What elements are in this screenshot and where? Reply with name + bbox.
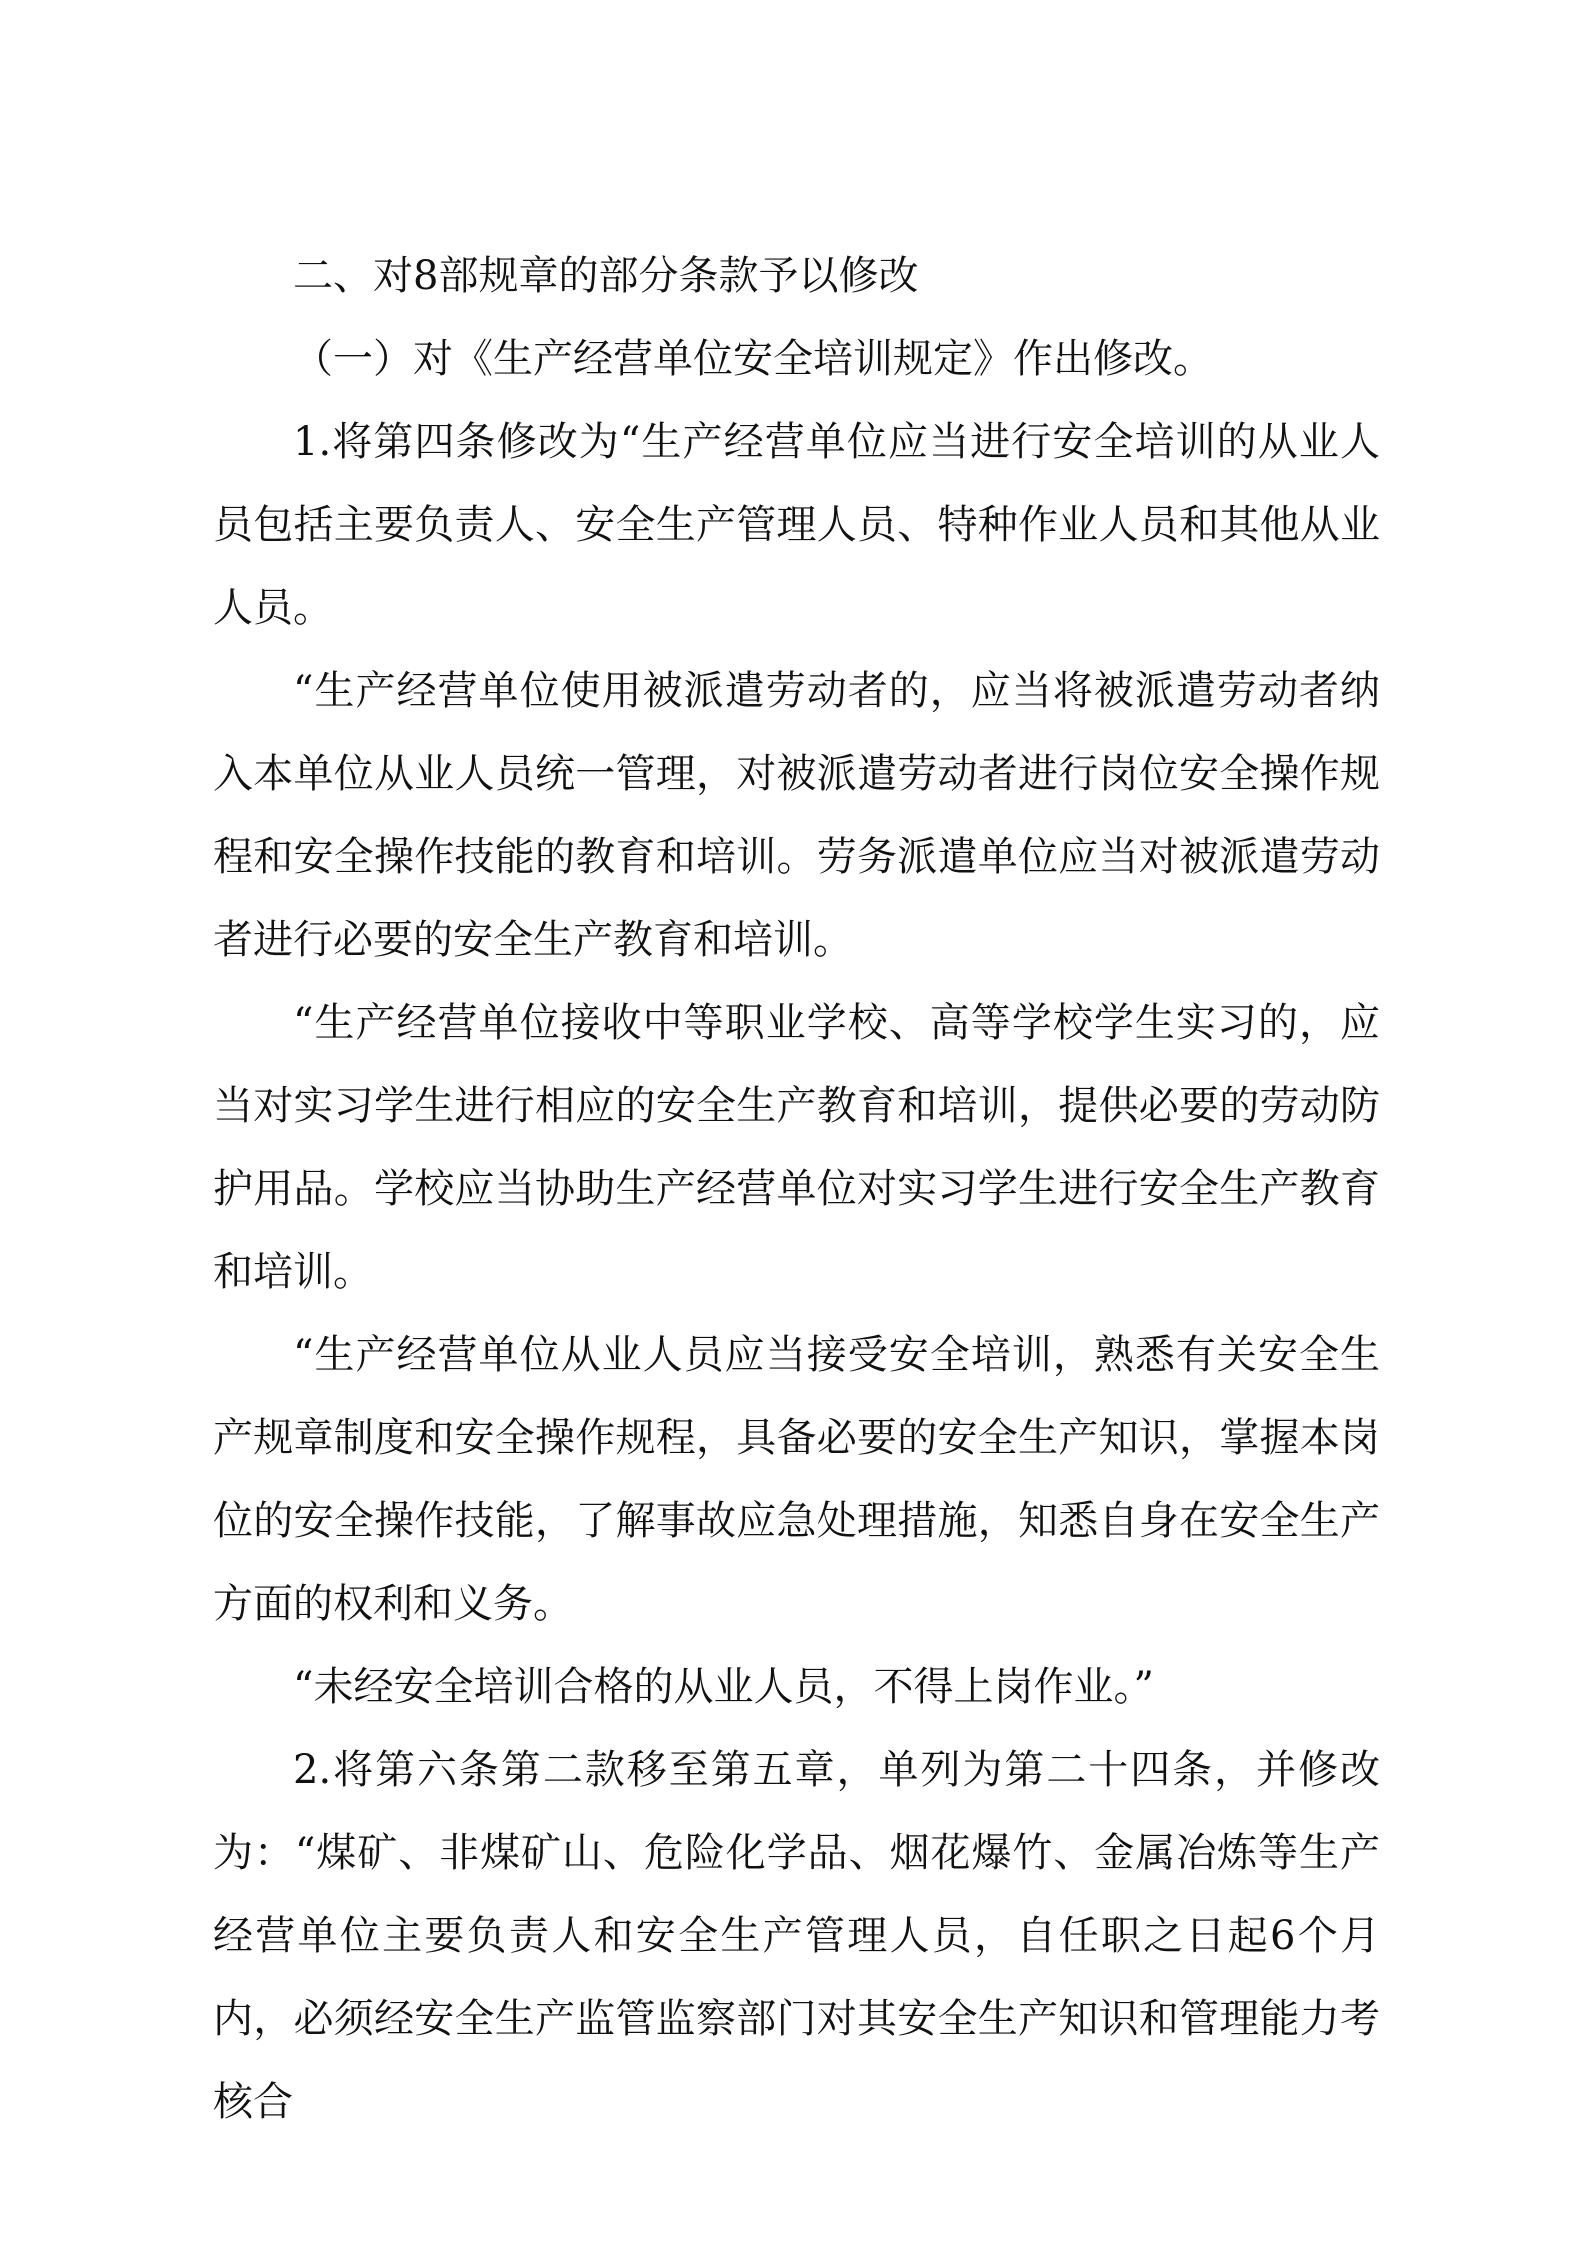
subsection-heading: （一）对《生产经营单位安全培训规定》作出修改。 bbox=[293, 336, 1213, 382]
paragraph-dispatched-workers: “生产经营单位使用被派遣劳动者的，应当将被派遣劳动者纳入本单位从业人员统一管理，对被派遣劳动者进行岗位安全操作规程和安全操作技能的教育和培训。劳务派遣单位应当对被派遣劳动者进行必要的安全生产教育和培训。 bbox=[213, 668, 1380, 963]
paragraph-item-2: 2.将第六条第二款移至第五章，单列为第二十四条，并修改为：“煤矿、非煤矿山、危险化学品、烟花爆竹、金属冶炼等生产经营单位主要负责人和安全生产管理人员，自任职之日起6个月内，必须经安全生产监管监察部门对其安全生产知识和管理能力考核合 bbox=[213, 1747, 1380, 2125]
paragraph-employee-training: “生产经营单位从业人员应当接受安全培训，熟悉有关安全生产规章制度和安全操作规程，具备必要的安全生产知识，掌握本岗位的安全操作技能，了解事故应急处理措施，知悉自身在安全生产方面的权利和义务。 bbox=[213, 1332, 1380, 1627]
document-body bbox=[213, 235, 1380, 2144]
paragraph-item-1: 1.将第四条修改为“生产经营单位应当进行安全培训的从业人员包括主要负责人、安全生产管理人员、特种作业人员和其他从业人员。 bbox=[213, 419, 1380, 631]
section-heading: 二、对8部规章的部分条款予以修改 bbox=[293, 253, 919, 299]
paragraph-unqualified-workers: “未经安全培训合格的从业人员，不得上岗作业。” bbox=[293, 1664, 1154, 1710]
paragraph-student-interns: “生产经营单位接收中等职业学校、高等学校学生实习的，应当对实习学生进行相应的安全生产教育和培训，提供必要的劳动防护用品。学校应当协助生产经营单位对实习学生进行安全生产教育和培训。 bbox=[213, 1000, 1380, 1295]
